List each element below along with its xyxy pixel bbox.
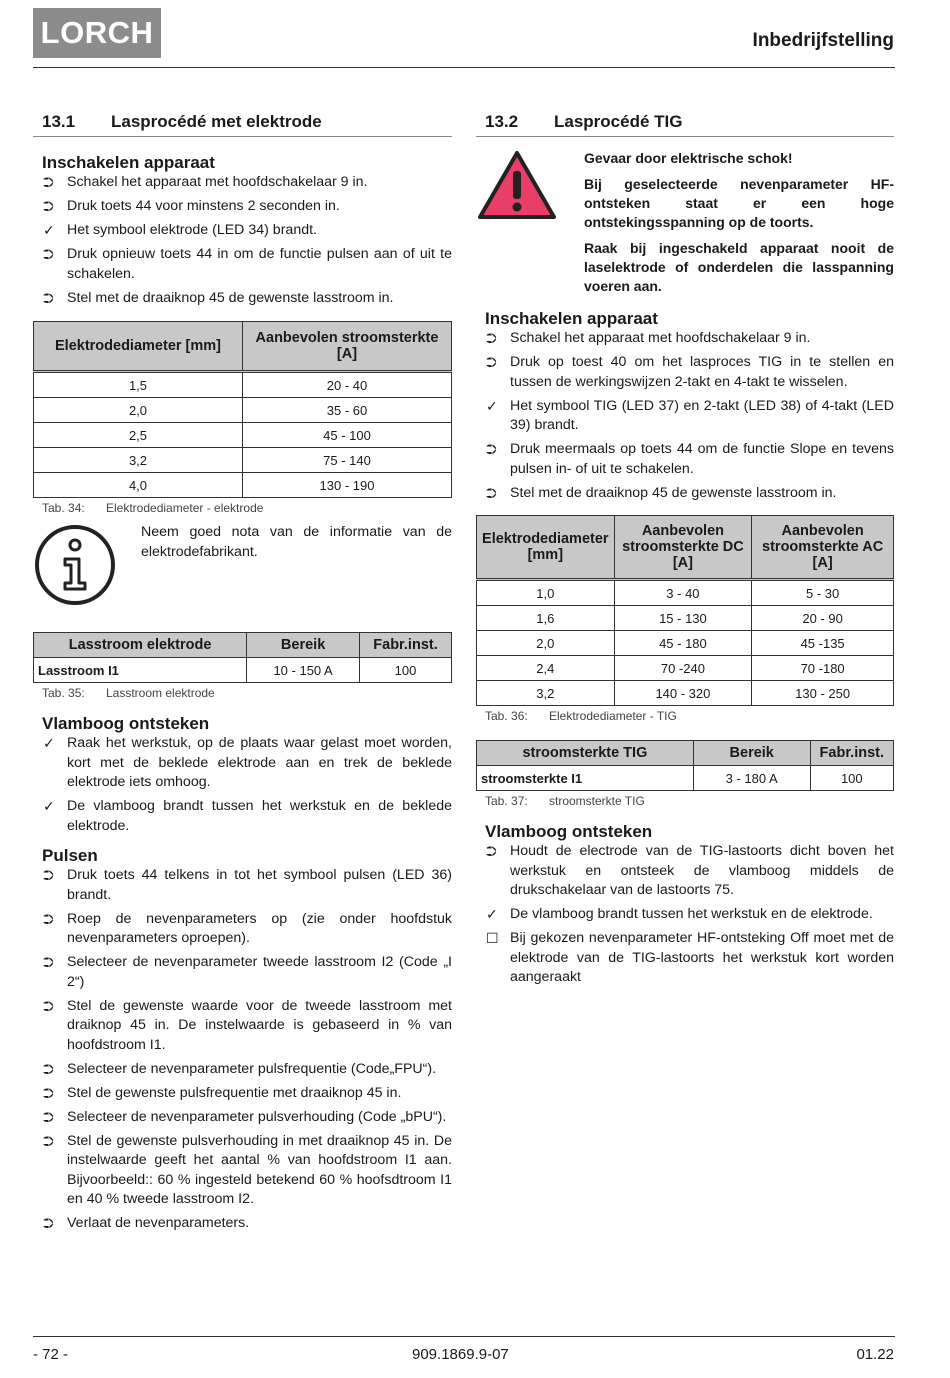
right-column: [476, 112, 894, 992]
list-item-text: Selecteer de nevenparameter pulsverhouding (Code „bPU“).: [67, 1108, 447, 1125]
table-cell: 3 - 180 A: [693, 766, 810, 791]
caption-text: stroomsterkte TIG: [549, 794, 645, 808]
table-row: [34, 398, 452, 423]
list-item: [476, 929, 894, 988]
column-header: Bereik: [247, 633, 360, 658]
table-cell: 130 - 190: [243, 473, 452, 498]
warning-title: Gevaar door elektrische schok!: [584, 150, 793, 166]
arrow-icon: ⮊: [486, 354, 497, 370]
table-caption: [33, 501, 452, 515]
table-cell: 45 - 100: [243, 423, 452, 448]
caption-text: Elektrodediameter - elektrode: [106, 501, 264, 515]
arrow-icon: ⮊: [486, 441, 497, 457]
instruction-list: [476, 329, 894, 503]
table-row: [477, 631, 894, 656]
table-row: [34, 372, 452, 398]
list-item-text: De vlamboog brandt tussen het werkstuk en de elektrode.: [510, 906, 873, 922]
footer-divider: [33, 1336, 895, 1337]
checkbox-icon: ☐: [486, 930, 499, 946]
table-cell: 4,0: [34, 473, 243, 498]
info-note: [33, 523, 452, 612]
table-row: [477, 580, 894, 606]
list-item: [33, 866, 452, 905]
list-item-text: Schakel het apparaat met hoofdschakelaar 9 in.: [510, 330, 811, 346]
table-cell: 2,0: [477, 631, 615, 656]
table-row: [477, 681, 894, 706]
caption-text: Elektrodediameter - TIG: [549, 709, 677, 723]
instruction-list: [476, 842, 894, 988]
list-item-text: Verlaat de nevenparameters.: [67, 1215, 250, 1231]
column-header: Fabr.inst.: [360, 633, 452, 658]
table-cell: 70 -240: [614, 656, 752, 681]
table-cell: 3,2: [34, 448, 243, 473]
section-number: 13.1: [42, 112, 76, 131]
caption-number: Tab. 37:: [485, 794, 528, 808]
column-header: Lasstroom elektrode: [34, 633, 247, 658]
warning-text: [584, 149, 894, 303]
list-item: [33, 1132, 452, 1210]
table-cell: 1,0: [477, 580, 615, 606]
list-item: [476, 905, 894, 925]
table-cell: 35 - 60: [243, 398, 452, 423]
arrow-icon: ⮊: [486, 843, 497, 859]
table-cell: 2,4: [477, 656, 615, 681]
table-cell: 70 -180: [752, 656, 894, 681]
list-item-text: Bij gekozen nevenparameter HF-ontsteking Off moet met de elektrode van de TIG-lastoorts het werkstuk kort worden aangeraakt: [510, 930, 894, 985]
list-item-text: Houdt de electrode van de TIG-lastoorts dicht boven het werkstuk en ontsteek de vlamboog middels de drukschakelaar van de lastoorts 75.: [510, 843, 894, 898]
column-header: Aanbevolen stroomsterkte DC [A]: [614, 516, 752, 580]
list-item: [476, 484, 894, 504]
column-header: Fabr.inst.: [810, 741, 893, 766]
list-item: [33, 1214, 452, 1234]
list-item: [476, 329, 894, 349]
list-item-text: Druk toets 44 voor minstens 2 seconden in.: [67, 198, 340, 214]
list-item-text: Het symbool elektrode (LED 34) brandt.: [67, 222, 317, 238]
arrow-icon: ⮊: [43, 1215, 54, 1231]
list-item: [33, 910, 452, 949]
checkmark-icon: ✓: [43, 798, 55, 814]
table-cell: 5 - 30: [752, 580, 894, 606]
subheading-pulse: Pulsen: [42, 846, 98, 865]
table-cell: 2,5: [34, 423, 243, 448]
table-cell: 20 - 90: [752, 606, 894, 631]
list-item: [33, 734, 452, 793]
list-item-text: De vlamboog brandt tussen het werkstuk en de beklede elektrode.: [67, 798, 452, 834]
table-caption: [476, 794, 894, 808]
warning-triangle-icon: [476, 149, 584, 303]
arrow-icon: ⮊: [43, 198, 54, 214]
arrow-icon: ⮊: [43, 954, 54, 970]
table-cell: 2,0: [34, 398, 243, 423]
list-item-text: Druk op toest 40 om het lasproces TIG in te stellen en tussen de werkingswijzen 2-takt en 4-takt te wisselen.: [510, 354, 894, 390]
checkmark-icon: ✓: [43, 222, 55, 238]
list-item: [33, 221, 452, 241]
arrow-icon: ⮊: [43, 1084, 54, 1101]
caption-text: Lasstroom elektrode: [106, 686, 215, 700]
list-item: [33, 289, 452, 309]
arrow-icon: ⮊: [43, 1060, 54, 1077]
section-title: Lasprocédé TIG: [554, 112, 683, 131]
list-item: [33, 197, 452, 217]
table-cell: 140 - 320: [614, 681, 752, 706]
column-header: Aanbevolen stroomsterkte [A]: [243, 322, 452, 372]
list-item: [476, 397, 894, 436]
subheading-arc-ignition: Vlamboog ontsteken: [42, 714, 210, 733]
list-item: [476, 842, 894, 901]
info-text: Neem goed nota van de informatie van de elektrodefabrikant.: [141, 524, 452, 560]
arrow-icon: ⮊: [43, 246, 54, 262]
instruction-list: [33, 866, 452, 1234]
document-number: 909.1869.9-07: [412, 1346, 509, 1363]
header-divider: [33, 67, 895, 68]
instruction-list: [33, 734, 452, 836]
list-item-text: Roep de nevenparameters op (zie onder hoofdstuk nevenparameters oproepen).: [67, 910, 452, 946]
warning-paragraph: Bij geselecteerde nevenparameter HF-ontsteken staat er een hoge ontstekingsspanning op de toorts.: [584, 176, 894, 230]
chapter-title: Inbedrijfstelling: [752, 30, 894, 51]
table-caption: [33, 686, 452, 700]
left-column: [33, 112, 452, 1238]
table-electrode-diameter-tig: [476, 515, 894, 706]
subheading-arc-ignition: Vlamboog ontsteken: [485, 822, 653, 841]
list-item: [33, 953, 452, 992]
arrow-icon: ⮊: [43, 910, 54, 927]
brand-logo: LORCH: [33, 8, 161, 58]
table-cell: 45 - 180: [614, 631, 752, 656]
list-item-text: Selecteer de nevenparameter pulsfrequentie (Code„FPU“).: [67, 1060, 437, 1077]
table-row: [34, 658, 452, 683]
list-item-text: Stel de gewenste pulsfrequentie met draaiknop 45 in.: [67, 1084, 402, 1101]
instruction-list: [33, 173, 452, 308]
checkmark-icon: ✓: [486, 906, 498, 922]
caption-number: Tab. 36:: [485, 709, 528, 723]
list-item-text: Stel met de draaiknop 45 de gewenste lasstroom in.: [510, 484, 837, 501]
arrow-icon: ⮊: [43, 1132, 54, 1149]
info-icon: [33, 523, 141, 612]
list-item-text: Het symbool TIG (LED 37) en 2-takt (LED 38) of 4-takt (LED 39) brandt.: [510, 397, 894, 433]
list-item-text: Stel de gewenste pulsverhouding in met draaiknop 45 in. De instelwaarde geeft het aantal % van hoofdstroom I1 aan. Bijvoorbeeld:: 60 % ingesteld betekend 60 % hoofsdtroom I1 en 40 % tweede lasstroom I2.: [67, 1132, 452, 1207]
arrow-icon: ⮊: [43, 867, 54, 883]
arrow-icon: ⮊: [43, 174, 54, 190]
column-header: Aanbevolen stroomsterkte AC [A]: [752, 516, 894, 580]
list-item-text: Druk meermaals op toets 44 om de functie Slope en tevens pulsen in- of uit te schakelen.: [510, 441, 894, 477]
table-row: [477, 656, 894, 681]
arrow-icon: ⮊: [486, 330, 497, 346]
table-row: [34, 423, 452, 448]
table-cell: 45 -135: [752, 631, 894, 656]
page-number: - 72 -: [33, 1346, 69, 1363]
caption-number: Tab. 35:: [42, 686, 85, 700]
table-cell: 20 - 40: [243, 372, 452, 398]
table-cell: 15 - 130: [614, 606, 752, 631]
list-item: [476, 440, 894, 479]
table-row: [34, 448, 452, 473]
table-cell: 130 - 250: [752, 681, 894, 706]
warning-paragraph: Raak bij ingeschakeld apparaat nooit de laselektrode of onderdelen die lasspanning voeren aan.: [584, 240, 894, 294]
table-cell: 1,6: [477, 606, 615, 631]
table-cell: 10 - 150 A: [247, 658, 360, 683]
subheading-switch-on: Inschakelen apparaat: [485, 309, 658, 328]
column-header: Elektrodediameter [mm]: [477, 516, 615, 580]
arrow-icon: ⮊: [43, 289, 54, 306]
list-item-text: Druk opnieuw toets 44 in om de functie pulsen aan of uit te schakelen.: [67, 246, 452, 282]
table-cell: 1,5: [34, 372, 243, 398]
arrow-icon: ⮊: [486, 484, 497, 501]
section-heading: [476, 112, 894, 137]
table-cell: 3,2: [477, 681, 615, 706]
caption-number: Tab. 34:: [42, 501, 85, 515]
warning-box: [476, 149, 894, 303]
table-welding-current: [33, 632, 452, 683]
table-row: [477, 766, 894, 791]
list-item: [33, 245, 452, 284]
table-cell: 100: [810, 766, 893, 791]
section-number: 13.2: [485, 112, 519, 131]
column-header: stroomsterkte TIG: [477, 741, 694, 766]
section-heading: [33, 112, 452, 137]
list-item-text: Raak het werkstuk, op de plaats waar gelast moet worden, kort met de beklede elektrode aan en trek de beklede elektrode iets omhoog.: [67, 735, 452, 790]
list-item-text: Stel met de draaiknop 45 de gewenste lasstroom in.: [67, 289, 394, 306]
list-item: [33, 1084, 452, 1104]
list-item-text: Selecteer de nevenparameter tweede lasstroom I2 (Code „I 2“): [67, 954, 452, 990]
table-cell: 75 - 140: [243, 448, 452, 473]
table-cell: 3 - 40: [614, 580, 752, 606]
list-item-text: Druk toets 44 telkens in tot het symbool pulsen (LED 36) brandt.: [67, 867, 452, 903]
checkmark-icon: ✓: [43, 735, 55, 751]
subheading-switch-on: Inschakelen apparaat: [42, 153, 215, 172]
table-row: [477, 606, 894, 631]
table-cell: Lasstroom I1: [34, 658, 247, 683]
list-item: [33, 797, 452, 836]
section-title: Lasprocédé met elektrode: [111, 112, 322, 131]
table-tig-current: [476, 740, 894, 791]
table-row: [34, 473, 452, 498]
arrow-icon: ⮊: [43, 1108, 54, 1125]
list-item: [33, 1108, 452, 1128]
document-date: 01.22: [856, 1346, 894, 1363]
column-header: Elektrodediameter [mm]: [34, 322, 243, 372]
table-caption: [476, 709, 894, 723]
table-cell: 100: [360, 658, 452, 683]
arrow-icon: ⮊: [43, 997, 54, 1014]
table-electrode-diameter: [33, 321, 452, 498]
list-item: [33, 997, 452, 1056]
list-item-text: Stel de gewenste waarde voor de tweede lasstroom met draiknop 45 in. De instelwaarde is gebaseerd in % van hoofdstroom I1.: [67, 997, 452, 1053]
list-item-text: Schakel het apparaat met hoofdschakelaar 9 in.: [67, 174, 368, 190]
table-cell: stroomsterkte I1: [477, 766, 694, 791]
checkmark-icon: ✓: [486, 397, 498, 414]
column-header: Bereik: [693, 741, 810, 766]
list-item: [33, 173, 452, 193]
list-item: [33, 1060, 452, 1080]
list-item: [476, 353, 894, 392]
